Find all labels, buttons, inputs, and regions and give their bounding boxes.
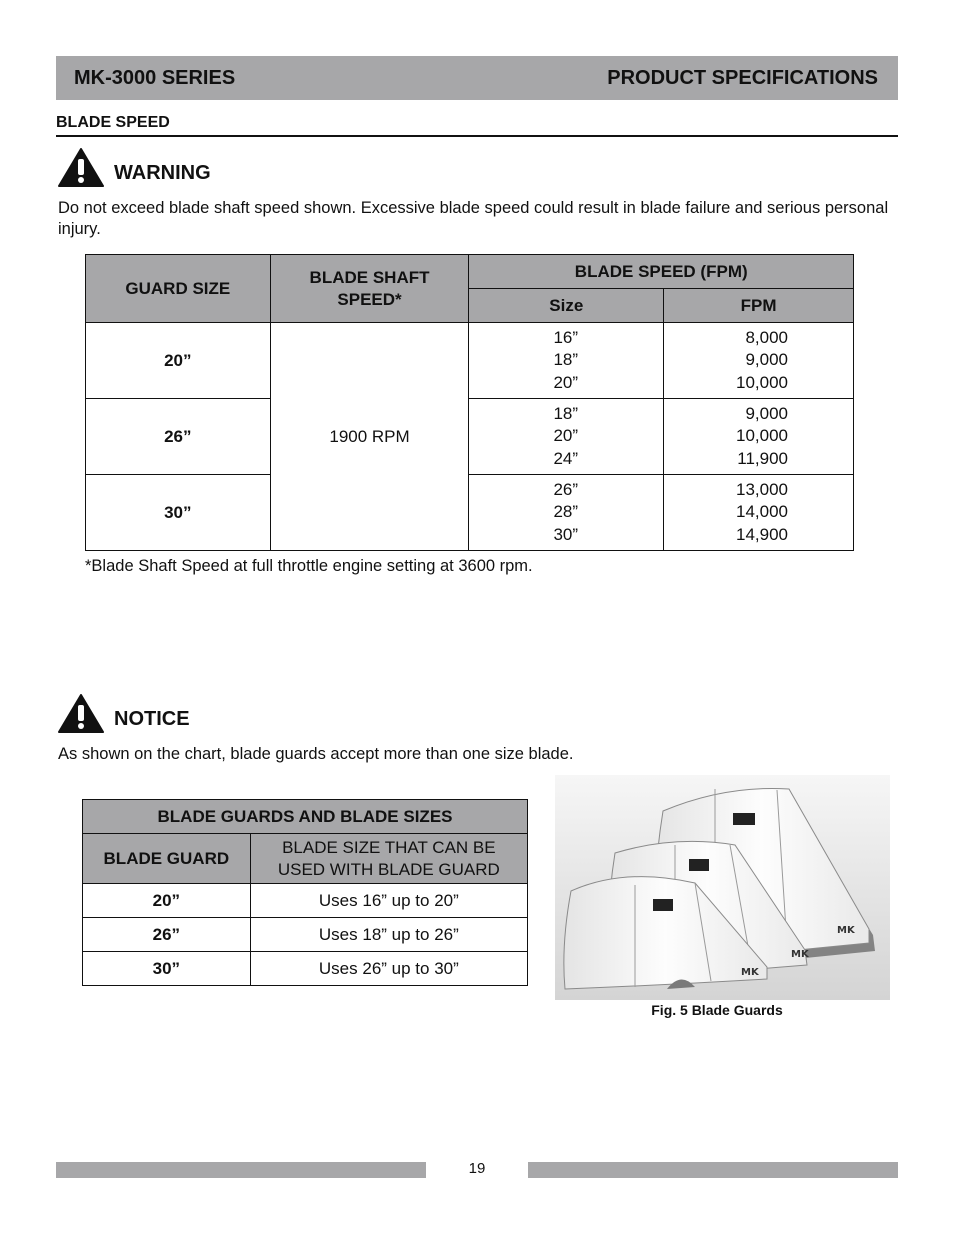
warning-triangle-icon — [58, 693, 104, 733]
fpm-cell: 9,000 10,000 11,900 — [664, 399, 854, 475]
col-blade-shaft-speed: BLADE SHAFT SPEED* — [270, 255, 469, 323]
guard-table-title: BLADE GUARDS AND BLADE SIZES — [83, 800, 528, 834]
section-name: PRODUCT SPECIFICATIONS — [607, 66, 878, 89]
guard-size-cell: 26” — [86, 399, 271, 475]
uses-cell: Uses 16” up to 20” — [250, 884, 527, 918]
figure-caption: Fig. 5 Blade Guards — [651, 1002, 783, 1018]
col-fpm: FPM — [664, 289, 854, 323]
table-row — [83, 918, 528, 952]
notice-heading — [58, 693, 190, 733]
sizes-cell: 16” 18” 20” — [469, 323, 664, 399]
table-row — [86, 399, 854, 475]
guard-cell: 26” — [83, 918, 251, 952]
notice-text: As shown on the chart, blade guards accept more than one size blade. — [58, 745, 574, 763]
warning-triangle-icon — [58, 147, 104, 187]
guard-size-cell: 20” — [86, 323, 271, 399]
footer-bar-right — [528, 1162, 898, 1178]
guard-size-cell: 30” — [86, 475, 271, 551]
footnote: *Blade Shaft Speed at full throttle engine setting at 3600 rpm. — [85, 557, 533, 575]
section-title: BLADE SPEED — [56, 114, 898, 137]
warning-label: WARNING — [114, 162, 211, 184]
col-blade-size: BLADE SIZE THAT CAN BE USED WITH BLADE GUARD — [250, 834, 527, 884]
guard-cell: 20” — [83, 884, 251, 918]
table-row — [86, 323, 854, 399]
page-header — [56, 56, 898, 100]
uses-cell: Uses 26” up to 30” — [250, 952, 527, 986]
mk-logo: MK — [791, 949, 809, 960]
blade-guards-photo — [555, 775, 890, 1000]
col-blade-guard: BLADE GUARD — [83, 834, 251, 884]
blade-speed-table — [85, 254, 854, 551]
table-row — [83, 952, 528, 986]
shaft-speed-cell: 1900 RPM — [270, 323, 469, 551]
fpm-cell: 8,000 9,000 10,000 — [664, 323, 854, 399]
mk-logo: MK — [741, 967, 759, 978]
blade-guards-table — [82, 799, 528, 986]
warning-text: Do not exceed blade shaft speed shown. Excessive blade speed could result in blade failure and serious personal injury. — [58, 199, 889, 238]
col-size: Size — [469, 289, 664, 323]
mk-logo: MK — [837, 925, 855, 936]
page-number: 19 — [468, 1160, 486, 1177]
col-guard-size: GUARD SIZE — [86, 255, 271, 323]
uses-cell: Uses 18” up to 26” — [250, 918, 527, 952]
sizes-cell: 26” 28” 30” — [469, 475, 664, 551]
notice-label: NOTICE — [114, 708, 190, 730]
series-title: MK-3000 SERIES — [74, 66, 236, 89]
fpm-cell: 13,000 14,000 14,900 — [664, 475, 854, 551]
table-row — [86, 475, 854, 551]
warning-heading — [58, 147, 211, 187]
guard-cell: 30” — [83, 952, 251, 986]
col-blade-speed: BLADE SPEED (FPM) — [469, 255, 854, 289]
table-row — [83, 884, 528, 918]
footer-bar-left — [56, 1162, 426, 1178]
sizes-cell: 18” 20” 24” — [469, 399, 664, 475]
